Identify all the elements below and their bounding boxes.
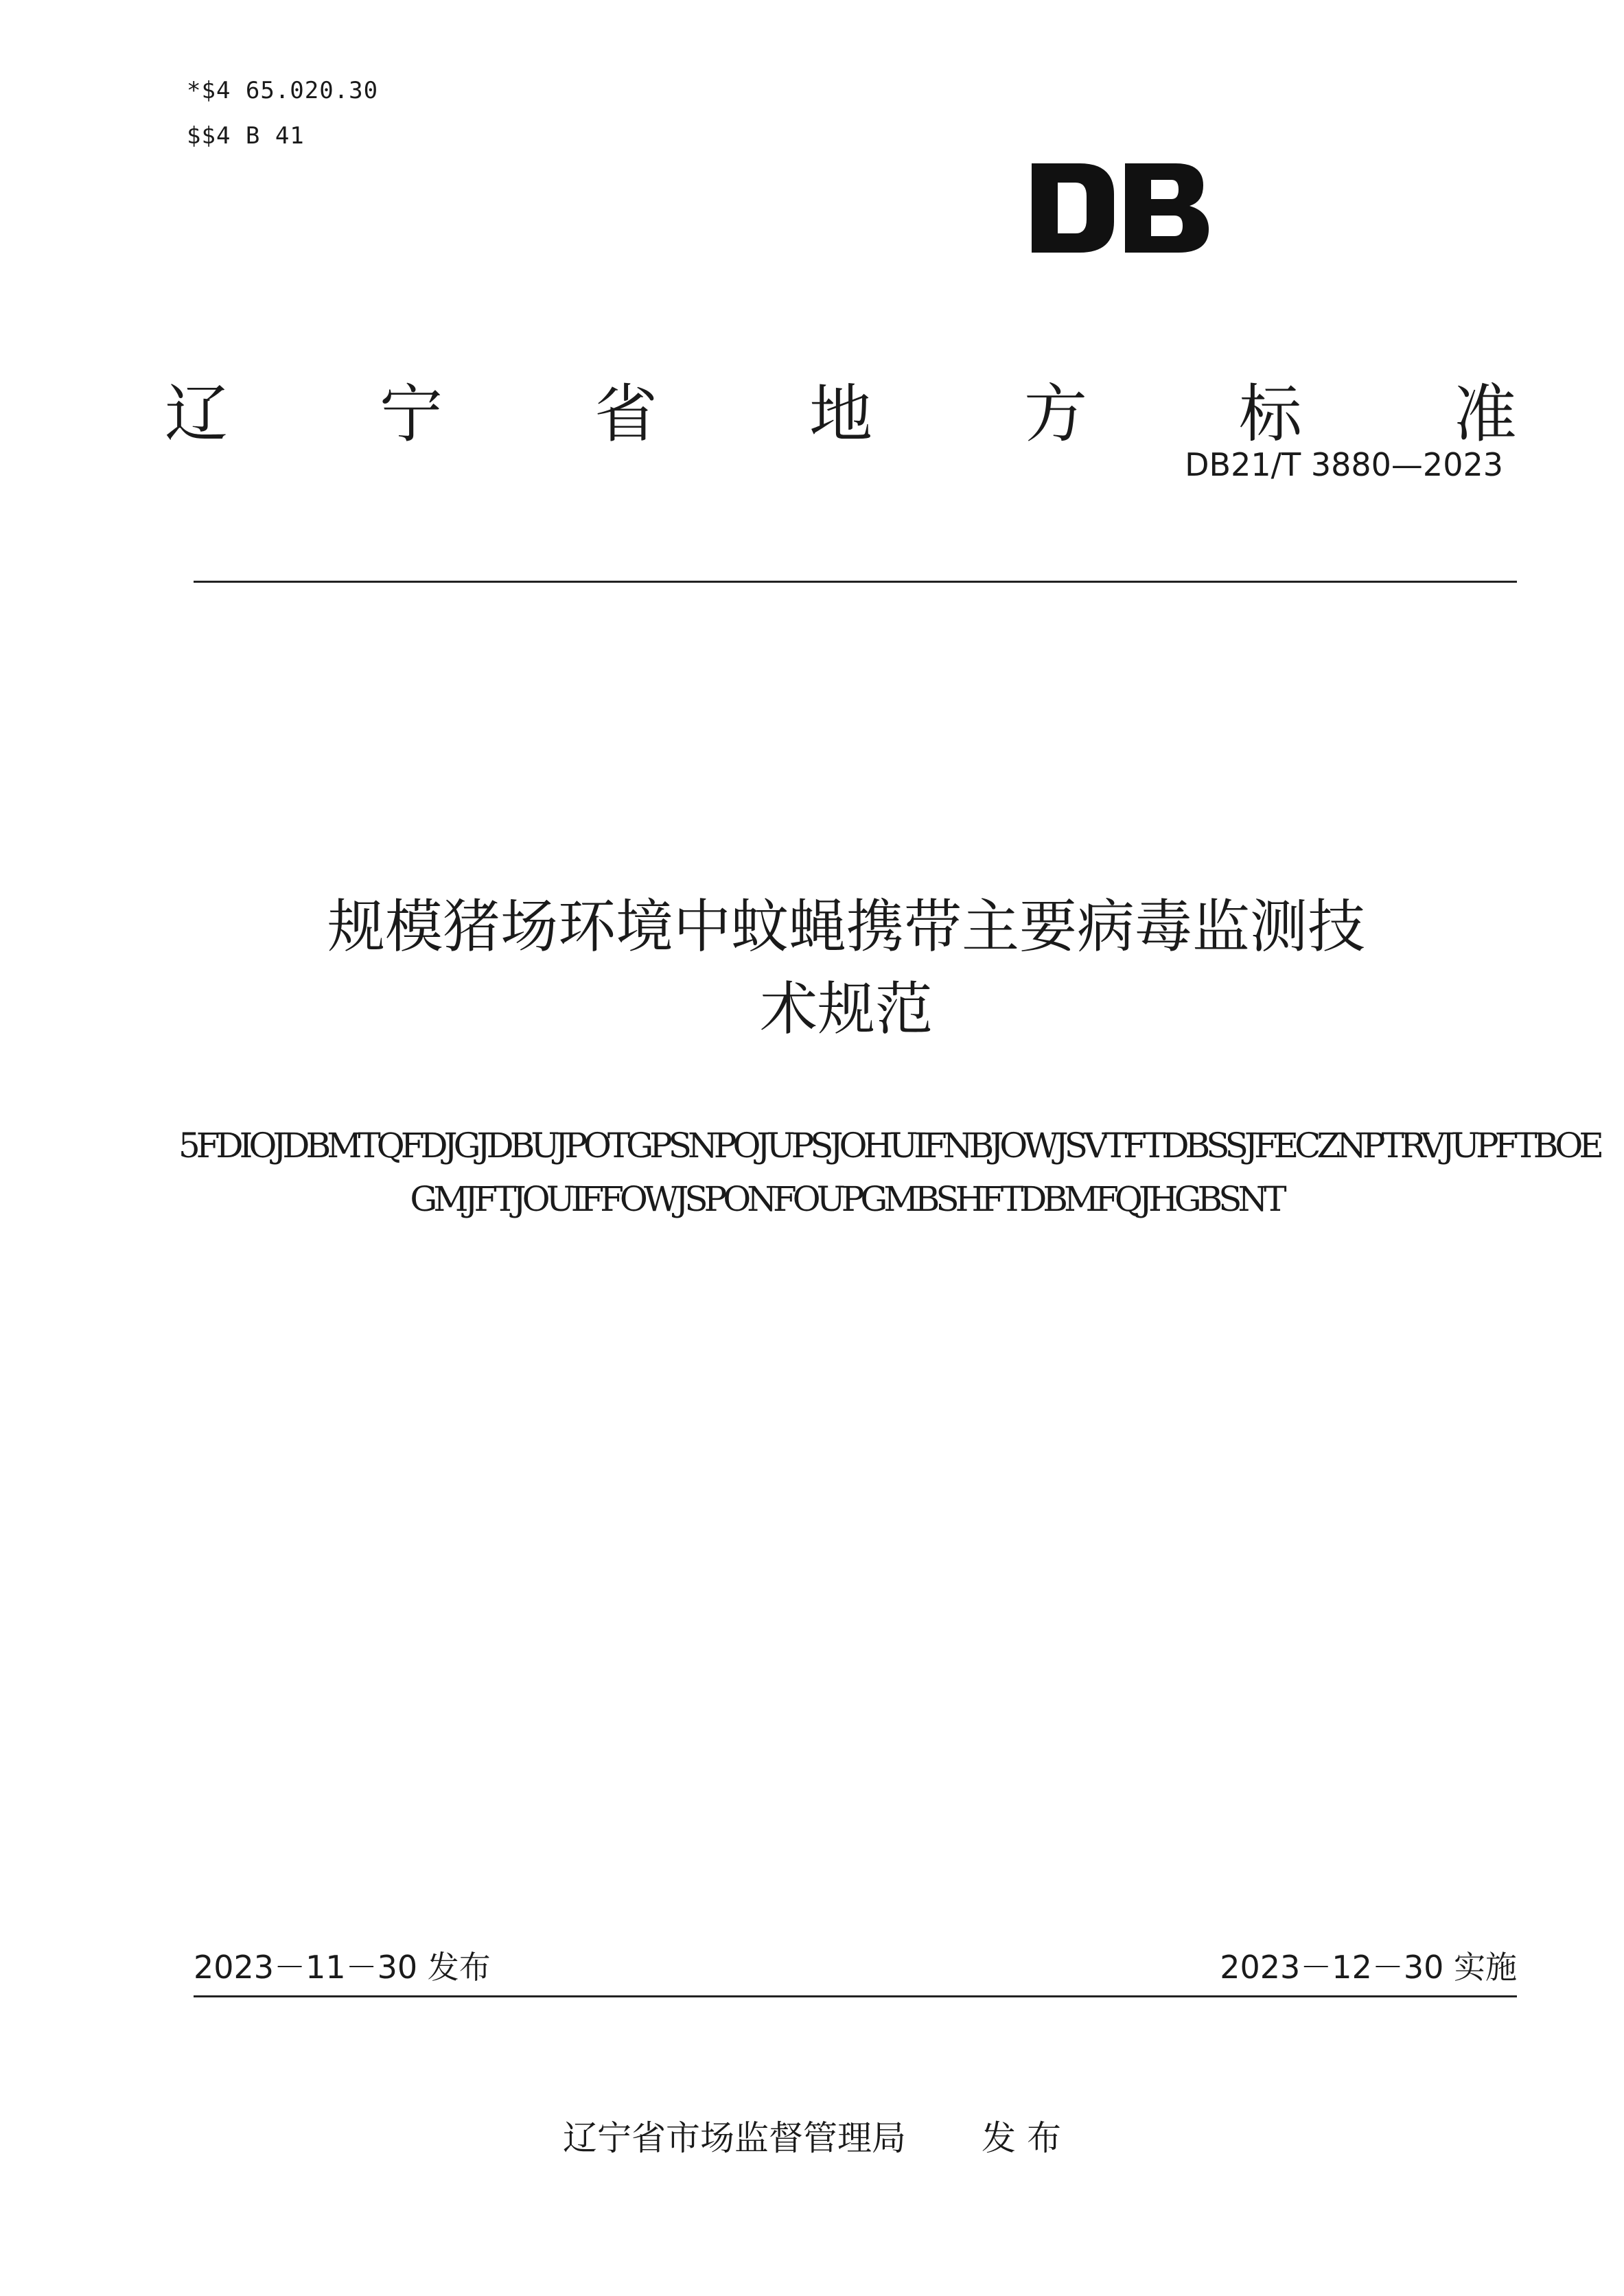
top-divider [194, 581, 1517, 583]
category-char: 省 [594, 378, 658, 451]
category-char: 宁 [379, 378, 443, 451]
issuer-action: 发 布 [982, 2118, 1061, 2158]
category-char: 地 [809, 378, 872, 451]
english-title-line-2: GMJFTJOUIFFOWJSPONFOUPGMBSHFTDBMFQJHGBSNT [410, 1179, 1283, 1219]
category-char: 准 [1453, 378, 1517, 451]
issuer-org: 辽宁省市场监督管理局 [563, 2118, 907, 2158]
release-date: 2023－11－30 发布 [194, 1949, 491, 1986]
title-line-2: 术规范 [759, 975, 933, 1043]
category-char: 标 [1238, 378, 1302, 451]
standard-category [165, 364, 1517, 454]
standard-number: DB21/T 3880—2023 [1185, 446, 1503, 483]
document-title [137, 885, 1555, 1050]
bottom-divider [194, 1995, 1517, 1997]
db-logo [1032, 163, 1210, 253]
english-title-line-1: 5FDIOJDBMTQFDJGJDBUJPOTGPSNPOJUPSJOHUIFNBJOWJSVTFTDBSSJFECZNPTRVJUPFTBOE [178, 1126, 1600, 1166]
title-line-1: 规模猪场环境中蚊蝇携带主要病毒监测技 [327, 893, 1365, 960]
category-char: 方 [1023, 378, 1087, 451]
ics-code: *$4 65.020.30 [187, 77, 379, 104]
ccs-code: $$4 B 41 [187, 122, 305, 150]
issuer [0, 2111, 1624, 2160]
category-char: 辽 [165, 378, 229, 451]
implementation-date: 2023－12－30 实施 [1220, 1949, 1517, 1986]
english-title [178, 1119, 1600, 1226]
